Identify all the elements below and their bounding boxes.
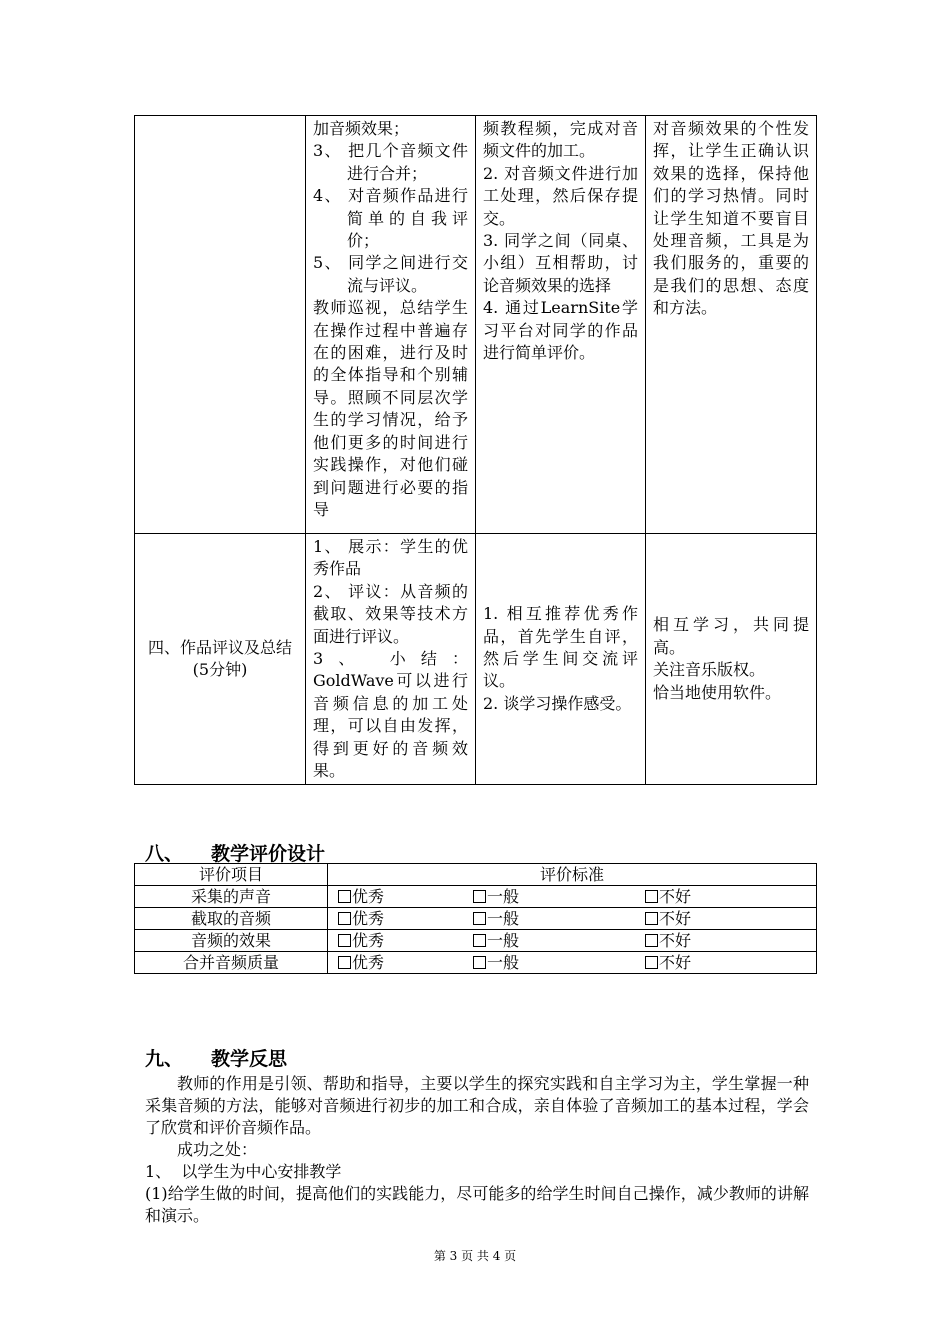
- table-row: [135, 886, 817, 908]
- reflection-body: [145, 1073, 809, 1227]
- section-title: 教学反思: [211, 1048, 288, 1070]
- teacher-activity-cell: [306, 534, 476, 785]
- teacher-activity-text: 1、 展示：学生的优秀作品: [313, 537, 468, 579]
- student-activity-text: 3. 同学之间（同桌、小组）互相帮助，讨论音频效果的选择: [483, 231, 638, 295]
- paragraph: 成功之处：: [177, 1140, 258, 1159]
- table-row: [135, 116, 817, 534]
- rating-label: 优秀: [352, 953, 385, 972]
- column-header: 评价项目: [135, 864, 328, 886]
- page-footer: 第 3 页 共 4 页: [433, 1249, 517, 1263]
- rating-option: [645, 952, 691, 973]
- student-activity-text: 2. 谈学习操作感受。: [483, 693, 632, 713]
- student-activity-cell: [476, 116, 646, 534]
- student-activity-text: 1. 相互推荐优秀作品，首先学生自评，然后学生间交流评议。: [483, 604, 638, 691]
- evaluation-item: 采集的声音: [135, 886, 328, 908]
- evaluation-options: [328, 930, 817, 952]
- rating-label: 不好: [659, 887, 692, 906]
- stage-label: 四、作品评议及总结(5分钟): [147, 637, 292, 680]
- rating-option: [473, 952, 519, 973]
- design-intent-text: 相互学习，共同提高。: [653, 615, 809, 657]
- design-intent-text: 恰当地使用软件。: [653, 682, 782, 702]
- section-heading-reflection: [145, 1047, 287, 1071]
- column-header: 评价标准: [328, 864, 817, 886]
- checkbox-icon[interactable]: [473, 956, 486, 969]
- checkbox-icon[interactable]: [473, 934, 486, 947]
- rating-option: [645, 930, 691, 951]
- teacher-activity-text: 教师巡视，总结学生在操作过程中普遍存在的困难，进行及时的全体指导和个别辅导。照顾不同层次学生的学习情况，给予他们更多的时间进行实践操作，对他们碰到问题进行必要的指导: [313, 298, 468, 519]
- design-intent-cell: [646, 534, 817, 785]
- student-activity-text: 2. 对音频文件进行加工处理，然后保存提交。: [483, 163, 638, 228]
- rating-option: [338, 908, 384, 929]
- table-row: [135, 930, 817, 952]
- table-row: [135, 908, 817, 930]
- teacher-activity-text: 3、 小结：GoldWave可以进行音频信息的加工处理，可以自由发挥，得到更好的音频效果。: [313, 649, 468, 781]
- table-row: [135, 534, 817, 785]
- section-number: 九、: [145, 1048, 184, 1070]
- list-item: 1、 以学生为中心安排教学: [145, 1162, 342, 1181]
- design-intent-text: 对音频效果的个性发挥，让学生正确认识效果的选择，保持他们的学习热情。同时让学生知道不要盲目处理音频，工具是为我们服务的，重要的是我们的思想、态度和方法。: [653, 119, 809, 318]
- teacher-activity-cell: [306, 116, 476, 534]
- evaluation-item: 音频的效果: [135, 930, 328, 952]
- table-header-row: [135, 864, 817, 886]
- teacher-activity-text: 5、 同学之间进行交流与评议。: [313, 253, 468, 295]
- teacher-activity-text: 3、 把几个音频文件进行合并；: [313, 141, 468, 183]
- rating-option: [473, 930, 519, 951]
- rating-label: 优秀: [352, 909, 385, 928]
- rating-option: [338, 886, 384, 907]
- design-intent-cell: [646, 116, 817, 534]
- evaluation-item: 截取的音频: [135, 908, 328, 930]
- checkbox-icon[interactable]: [473, 890, 486, 903]
- rating-option: [645, 886, 691, 907]
- checkbox-icon[interactable]: [645, 956, 658, 969]
- stage-cell: [135, 534, 306, 785]
- student-activity-text: 4. 通过LearnSite学习平台对同学的作品进行简单评价。: [483, 298, 638, 363]
- checkbox-icon[interactable]: [645, 912, 658, 925]
- teacher-activity-text: 加音频效果；: [313, 119, 410, 138]
- evaluation-options: [328, 908, 817, 930]
- rating-label: 优秀: [352, 931, 385, 950]
- teacher-activity-text: 4、 对音频作品进行简单的自我评价；: [313, 186, 468, 251]
- design-intent-text: 关注音乐版权。: [653, 660, 766, 680]
- rating-option: [473, 886, 519, 907]
- lesson-process-table: [134, 115, 817, 785]
- evaluation-options: [328, 886, 817, 908]
- rating-label: 一般: [487, 887, 520, 906]
- student-activity-text: 频教程频，完成对音频文件的加工。: [483, 119, 638, 161]
- teacher-activity-text: 2、 评议：从音频的截取、效果等技术方面进行评议。: [313, 581, 468, 646]
- rating-label: 优秀: [352, 887, 385, 906]
- rating-label: 不好: [659, 909, 692, 928]
- student-activity-cell: [476, 534, 646, 785]
- rating-label: 一般: [487, 931, 520, 950]
- rating-option: [338, 952, 384, 973]
- checkbox-icon[interactable]: [338, 912, 351, 925]
- rating-label: 一般: [487, 909, 520, 928]
- rating-label: 一般: [487, 953, 520, 972]
- checkbox-icon[interactable]: [338, 934, 351, 947]
- evaluation-table: [134, 863, 817, 974]
- rating-label: 不好: [659, 953, 692, 972]
- table-row: [135, 952, 817, 974]
- stage-cell: [135, 116, 306, 534]
- evaluation-item: 合并音频质量: [135, 952, 328, 974]
- section-title: 教学评价设计: [211, 843, 326, 865]
- checkbox-icon[interactable]: [473, 912, 486, 925]
- paragraph: 教师的作用是引领、帮助和指导，主要以学生的探究实践和自主学习为主，学生掌握一种采集音频的方法，能够对音频进行初步的加工和合成，亲自体验了音频加工的基本过程，学会了欣赏和评价音频作品。: [145, 1074, 809, 1137]
- rating-option: [338, 930, 384, 951]
- rating-option: [473, 908, 519, 929]
- rating-label: 不好: [659, 931, 692, 950]
- evaluation-options: [328, 952, 817, 974]
- checkbox-icon[interactable]: [645, 890, 658, 903]
- rating-option: [645, 908, 691, 929]
- checkbox-icon[interactable]: [645, 934, 658, 947]
- list-item: (1)给学生做的时间，提高他们的实践能力，尽可能多的给学生时间自己操作，减少教师的讲解和演示。: [145, 1184, 809, 1225]
- section-number: 八、: [145, 843, 184, 865]
- checkbox-icon[interactable]: [338, 956, 351, 969]
- checkbox-icon[interactable]: [338, 890, 351, 903]
